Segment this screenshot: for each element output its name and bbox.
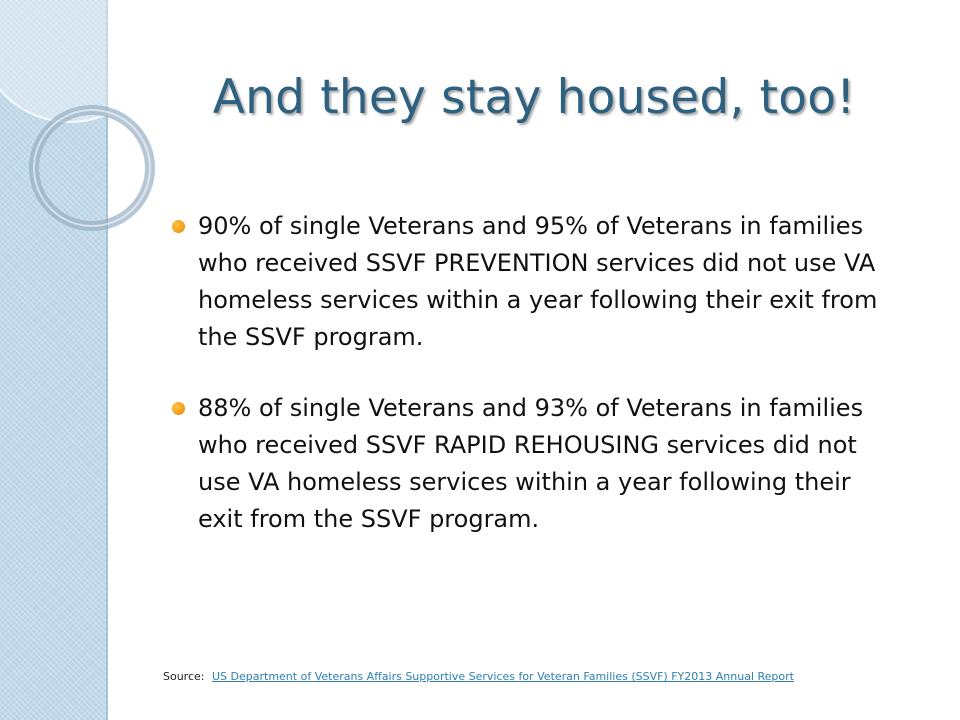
slide-title: And they stay housed, too! bbox=[212, 70, 856, 125]
bullet-text: 90% of single Veterans and 95% of Veterans in families who received SSVF PREVENTION services did not use VA homeless services within a year following their exit from the SSVF program. bbox=[198, 212, 878, 351]
bullet-item-prevention bbox=[160, 208, 900, 356]
bullet-item-rapid-rehousing bbox=[160, 390, 900, 538]
bullet-list bbox=[160, 208, 900, 538]
source-label: Source: bbox=[163, 670, 205, 683]
bullet-icon bbox=[172, 402, 185, 415]
source-link[interactable]: US Department of Veterans Affairs Supportive Services for Veteran Families (SSVF) FY2013 Annual Report bbox=[212, 670, 794, 683]
bullet-text: 88% of single Veterans and 93% of Veterans in families who received SSVF RAPID REHOUSING services did not use VA homeless services within a year following their exit from the SSVF program. bbox=[198, 394, 864, 533]
source-citation bbox=[163, 670, 794, 683]
bullet-icon bbox=[172, 220, 185, 233]
